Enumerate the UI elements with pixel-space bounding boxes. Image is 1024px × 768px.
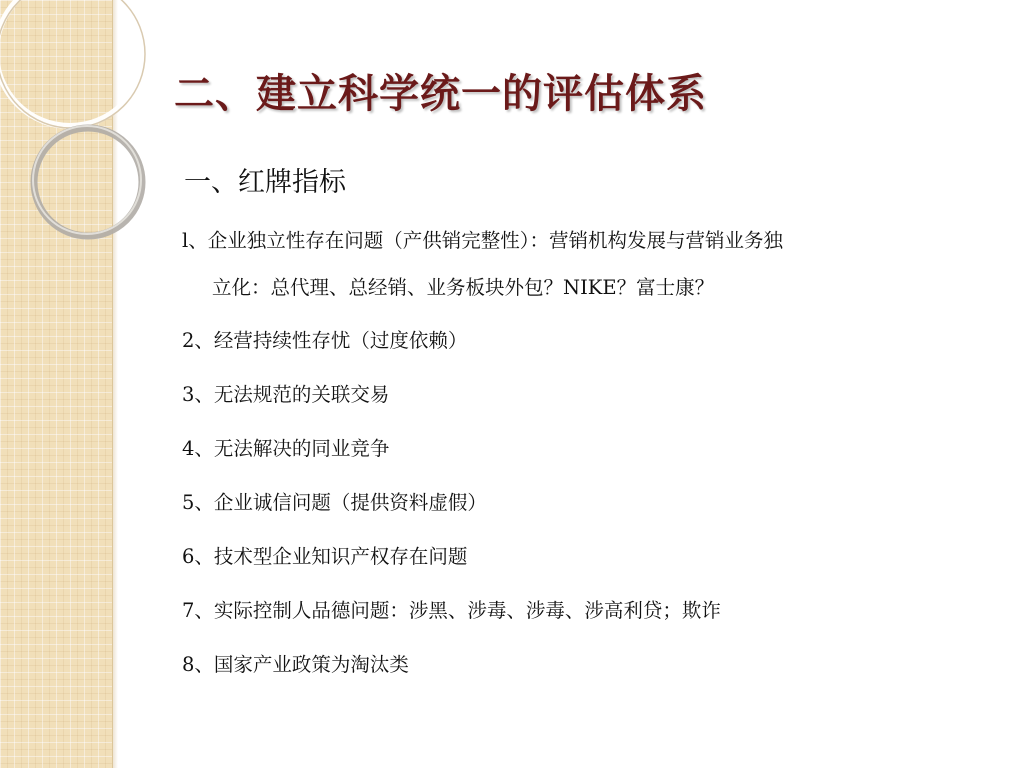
list-item-continuation: 立化：总代理、总经销、业务板块外包？NIKE？富士康？ [212, 276, 715, 299]
indicator-list [182, 226, 1002, 704]
decorative-rings [0, 0, 200, 260]
list-item: 3、无法规范的关联交易 [182, 383, 390, 406]
list-item-text: l、企业独立性存在问题（产供销完整性）：营销机构发展与营销业务独 [182, 229, 783, 252]
large-ring-shadow [0, 0, 145, 128]
slide-title: 二、建立科学统一的评估体系 [174, 71, 707, 117]
list-item: 4、无法解决的同业竞争 [182, 437, 390, 460]
list-item: 2、经营持续性存忧（过度依赖） [182, 329, 468, 352]
section-heading: 一、红牌指标 [184, 167, 346, 198]
list-item: 5、企业诚信问题（提供资料虚假） [182, 491, 487, 514]
list-item: 6、技术型企业知识产权存在问题 [182, 545, 468, 568]
list-item [182, 226, 1002, 303]
small-ring-highlight [33, 126, 141, 234]
list-item: 8、国家产业政策为淘汰类 [182, 653, 409, 676]
list-item: 7、实际控制人品德问题：涉黑、涉毒、涉毒、涉高利贷；欺诈 [182, 599, 721, 622]
